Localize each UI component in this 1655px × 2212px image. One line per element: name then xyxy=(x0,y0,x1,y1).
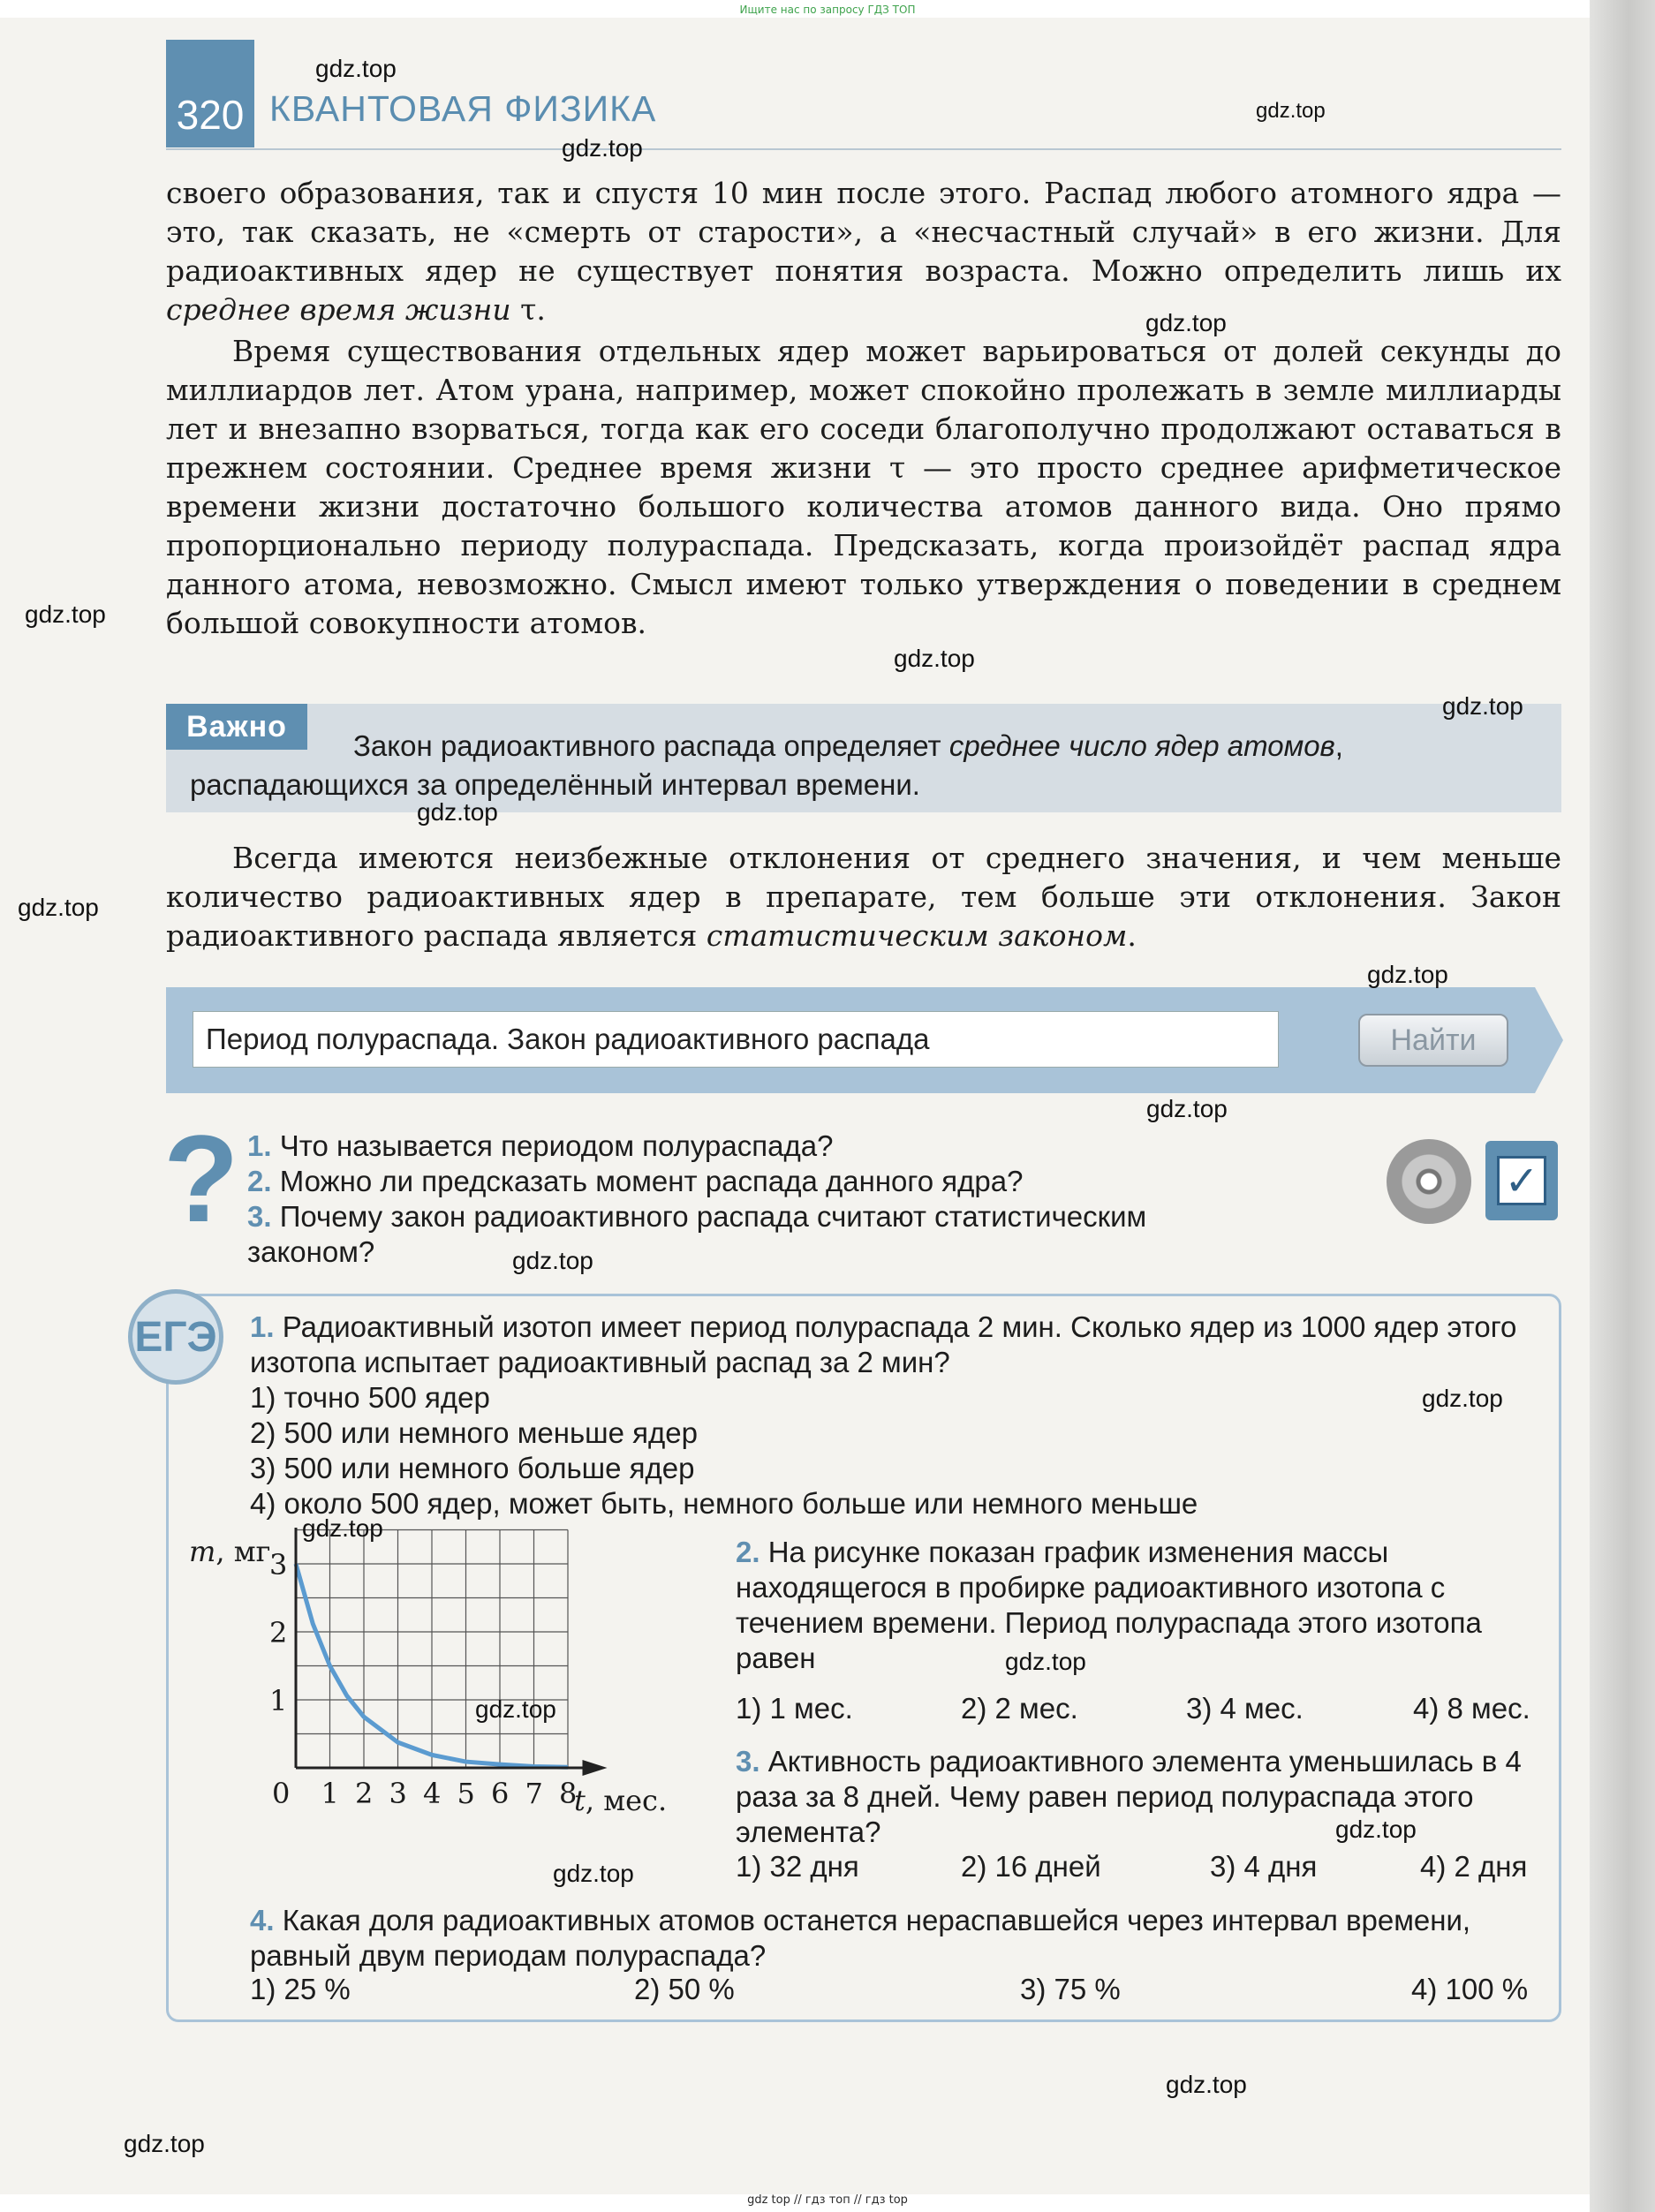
x-tick-label: 5 xyxy=(457,1777,475,1810)
q3-option-3[interactable]: 3) 4 дня xyxy=(1210,1850,1318,1883)
checkbox-icon[interactable]: ✓ xyxy=(1485,1141,1558,1220)
q2-option-3[interactable]: 3) 4 мес. xyxy=(1186,1692,1304,1725)
x-tick-label: 2 xyxy=(355,1777,374,1810)
watermark: gdz.top xyxy=(417,798,498,826)
watermark: gdz.top xyxy=(894,645,975,672)
q3-option-1[interactable]: 1) 32 дня xyxy=(736,1850,859,1883)
test-question-4: 4. Какая доля радиоактивных атомов останется нераспавшейся через интервал времени, равный двум периодам полураспада? xyxy=(250,1904,1471,1972)
y-tick-label: 1 xyxy=(269,1684,288,1718)
paragraph-1: своего образования, так и спустя 10 мин после этого. Распад любого атомного ядра — это, так сказать, не «смерть от старости», а «несчастный случай» в его жизни. Для радиоактивных ядер не существует понятия возраста. Можно определить лишь их среднее время жизни τ. xyxy=(166,176,1561,327)
ege-exam-icon: ЕГЭ xyxy=(128,1289,223,1385)
watermark: gdz.top xyxy=(512,1247,593,1274)
chapter-title: КВАНТОВАЯ ФИЗИКА xyxy=(269,88,657,129)
q2-option-2[interactable]: 2) 2 мес. xyxy=(961,1692,1078,1725)
cd-disc-icon[interactable] xyxy=(1387,1139,1471,1224)
test-question-1: 1. Радиоактивный изотоп имеет период полураспада 2 мин. Сколько ядер из 1000 ядер этого изотопа испытает радиоактивный распад за 2 мин? xyxy=(250,1310,1517,1378)
important-text: Закон радиоактивного распада определяет среднее число ядер атомов, распадающихся за определённый интервал времени. xyxy=(190,729,1343,801)
q1-option-1[interactable]: 1) точно 500 ядер xyxy=(250,1381,490,1414)
watermark: gdz.top xyxy=(124,2130,205,2157)
q1-option-4[interactable]: 4) около 500 ядер, может быть, немного больше или немного меньше xyxy=(250,1487,1198,1520)
x-tick-label: 4 xyxy=(423,1777,442,1810)
q4-option-1[interactable]: 1) 25 % xyxy=(250,1973,351,2005)
question-item: 3. Почему закон радиоактивного распада считают статистическим xyxy=(247,1200,1147,1233)
paragraph-2: Время существования отдельных ядер может варьироваться от долей секунды до миллиардов лет. Атом урана, например, может спокойно пролежать в земле миллиарды лет и внезапно взорваться, тогда как его соседи благополучно продолжают оставаться в прежнем состоянии. Среднее время жизни τ — это просто среднее арифметическое времени жизни достаточно большого количества атомов данного вида. Оно прямо пропорционально периоду полураспада. Предсказать, когда произойдёт распад ядра данного атома, невозможно. Смысл имеют только утверждения о поведении в среднем большой совокупности атомов. xyxy=(166,334,1561,640)
header-divider xyxy=(166,148,1561,150)
q4-option-4[interactable]: 4) 100 % xyxy=(1411,1973,1529,2005)
q4-option-2[interactable]: 2) 50 % xyxy=(634,1973,735,2005)
x-tick-label: 3 xyxy=(389,1777,407,1810)
watermark: gdz.top xyxy=(562,134,643,162)
x-tick-label: 1 xyxy=(321,1777,339,1810)
question-item: 2. Можно ли предсказать момент распада данного ядра? xyxy=(247,1165,1024,1197)
watermark: gdz.top xyxy=(475,1695,556,1723)
y-axis-label: m, мг xyxy=(189,1535,271,1568)
x-tick-label: 8 xyxy=(559,1777,578,1810)
page-edge xyxy=(1590,0,1655,2212)
watermark: gdz.top xyxy=(1146,1095,1228,1122)
question-mark-icon: ? xyxy=(163,1109,239,1248)
x-axis-label: t, мес. xyxy=(574,1784,668,1817)
q2-option-1[interactable]: 1) 1 мес. xyxy=(736,1692,853,1725)
watermark: gdz.top xyxy=(1422,1385,1503,1412)
watermark: gdz.top xyxy=(553,1860,634,1887)
paragraph-3: Всегда имеются неизбежные отклонения от среднего значения, и чем меньше количество радиоактивных ядер в препарате, тем больше эти отклонения. Закон радиоактивного распада является статистическим законом. xyxy=(166,841,1561,953)
top-note: Ищите нас по запросу ГДЗ ТОП xyxy=(739,4,916,16)
watermark: gdz.top xyxy=(302,1514,383,1542)
question-item: законом? xyxy=(247,1235,375,1268)
watermark: gdz.top xyxy=(1166,2071,1247,2098)
q3-option-4[interactable]: 4) 2 дня xyxy=(1420,1850,1528,1883)
mass-decay-chart xyxy=(177,1528,707,1828)
watermark: gdz.top xyxy=(315,55,397,82)
watermark: gdz.top xyxy=(1367,961,1448,988)
q1-option-3[interactable]: 3) 500 или немного больше ядер xyxy=(250,1452,695,1484)
q3-option-2[interactable]: 2) 16 дней xyxy=(961,1850,1101,1883)
search-input[interactable]: Период полураспада. Закон радиоактивного распада xyxy=(193,1011,1279,1068)
important-label: Важно xyxy=(166,704,307,750)
chart-grid xyxy=(296,1530,568,1769)
y-tick-label: 2 xyxy=(269,1616,288,1650)
watermark: gdz.top xyxy=(25,600,106,628)
chart-origin: 0 xyxy=(272,1777,291,1810)
q1-option-2[interactable]: 2) 500 или немного меньше ядер xyxy=(250,1416,698,1449)
watermark: gdz.top xyxy=(1005,1648,1086,1675)
q4-option-3[interactable]: 3) 75 % xyxy=(1020,1973,1121,2005)
search-bar-arrow xyxy=(1535,987,1563,1093)
test-question-3: 3. Активность радиоактивного элемента уменьшилась в 4 раза за 8 дней. Чему равен период полураспада этого элемента? xyxy=(736,1745,1522,1848)
watermark: gdz.top xyxy=(1256,99,1326,123)
watermark: gdz.top xyxy=(18,894,99,921)
search-button[interactable]: Найти xyxy=(1358,1014,1508,1067)
page-number: 320 xyxy=(166,40,254,147)
watermark: gdz.top xyxy=(1335,1816,1417,1843)
question-item: 1. Что называется периодом полураспада? xyxy=(247,1129,834,1162)
watermark: gdz.top xyxy=(1145,309,1227,336)
x-tick-label: 7 xyxy=(525,1777,543,1810)
q2-option-4[interactable]: 4) 8 мес. xyxy=(1413,1692,1530,1725)
y-tick-label: 3 xyxy=(269,1548,288,1582)
x-axis-arrow xyxy=(583,1760,608,1776)
bottom-note: gdz top // гдз топ // гдз top xyxy=(747,2193,908,2207)
test-question-2: 2. На рисунке показан график изменения массы находящегося в пробирке радиоактивного изотопа с течением времени. Период полураспада этого изотопа равен xyxy=(736,1536,1482,1674)
x-tick-label: 6 xyxy=(491,1777,510,1810)
watermark: gdz.top xyxy=(1442,692,1523,720)
question-list xyxy=(247,1129,1351,1270)
